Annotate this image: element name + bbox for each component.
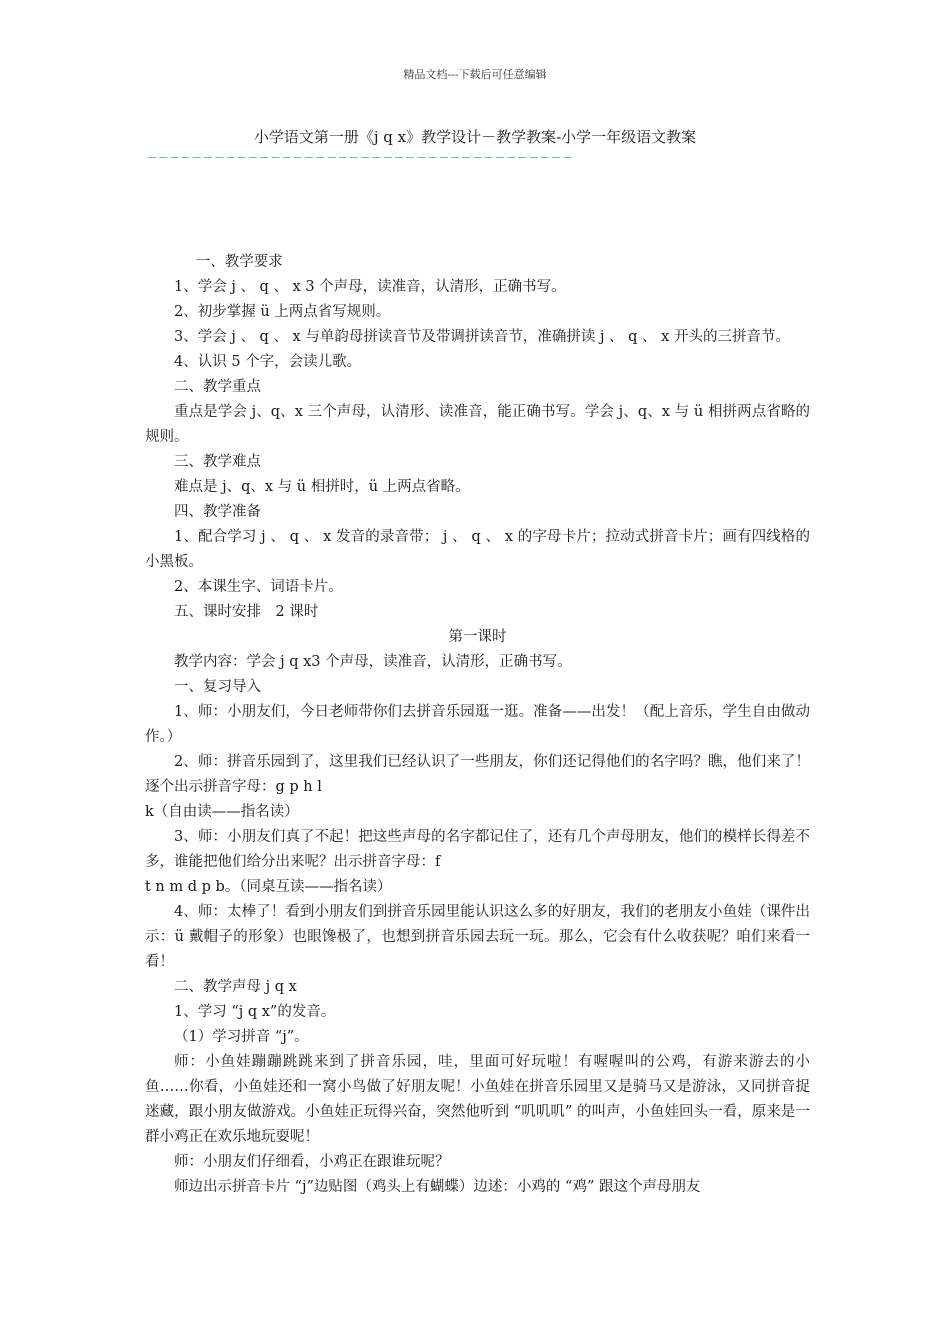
- paragraph: 五、课时安排 2 课时: [174, 604, 319, 620]
- paragraph: 3、师：小朋友们真了不起！把这些声母的名字都记住了，还有几个声母朋友，他们的模样长得差不多，谁能把他们给分出来呢？出示拼音字母：f: [145, 829, 810, 870]
- paragraph: t n m d p b。（同桌互读——指名读）: [145, 879, 392, 895]
- paragraph: 3、学会 j 、 q 、 x 与单韵母拼读音节及带调拼读音节，准确拼读 j 、 q 、 x 开头的三拼音节。: [174, 329, 790, 345]
- paragraph: 2、本课生字、词语卡片。: [174, 579, 343, 595]
- paragraph: k（自由读——指名读）: [145, 804, 299, 820]
- section-heading: 第一课时: [448, 629, 507, 645]
- title-divider: ——————————————————————————————————————: [148, 150, 575, 165]
- document-title: 小学语文第一册《j q x》教学设计－教学教案-小学一年级语文教案: [253, 128, 697, 146]
- paragraph: 教学内容：学会 j q x3 个声母，读准音，认清形，正确书写。: [174, 654, 572, 670]
- header-note: 精品文档---下载后可任意编辑: [403, 68, 547, 81]
- paragraph: 4、认识 5 个字，会读儿歌。: [174, 354, 362, 370]
- paragraph: 一、教学要求: [195, 254, 283, 270]
- document-body: [145, 250, 810, 1200]
- paragraph: 一、复习导入: [174, 679, 261, 695]
- paragraph: 师边出示拼音卡片 “j”边贴图（鸡头上有蝴蝶）边述：小鸡的 “鸡” 跟这个声母朋友: [174, 1179, 701, 1195]
- paragraph: 1、学习 “j q x”的发音。: [174, 1004, 336, 1020]
- paragraph: 2、师：拼音乐园到了，这里我们已经认识了一些朋友，你们还记得他们的名字吗？瞧，他们来了！逐个出示拼音字母：g p h l: [145, 754, 810, 795]
- paragraph: 1、师：小朋友们，今日老师带你们去拼音乐园逛一逛。准备——出发！（配上音乐，学生自由做动作。）: [145, 704, 810, 745]
- paragraph: 难点是 j、q、x 与 ü 相拼时，ü 上两点省略。: [174, 479, 470, 495]
- paragraph: 二、教学重点: [174, 379, 261, 395]
- paragraph: 4、师：太棒了！看到小朋友们到拼音乐园里能认识这么多的好朋友，我们的老朋友小鱼娃（课件出示：ü 戴帽子的形象）也眼馋极了，也想到拼音乐园去玩一玩。那么，它会有什么收获呢？咱们来看一看！: [145, 904, 810, 970]
- paragraph: 1、配合学习 j 、 q 、 x 发音的录音带； j 、 q 、 x 的字母卡片；拉动式拼音卡片；画有四线格的小黑板。: [145, 529, 810, 570]
- paragraph: 2、初步掌握 ü 上两点省写规则。: [174, 304, 391, 320]
- paragraph: 三、教学难点: [174, 454, 261, 470]
- paragraph: 师：小鱼娃蹦蹦跳跳来到了拼音乐园，哇，里面可好玩啦！有喔喔叫的公鸡，有游来游去的小鱼……你看，小鱼娃还和一窝小鸟做了好朋友呢！小鱼娃在拼音乐园里又是骑马又是游泳，又同拼音捉迷藏，跟小朋友做游戏。小鱼娃正玩得兴奋，突然他听到 “叽叽叽” 的叫声，小鱼娃回头一看，原来是一群小鸡正在欢乐地玩耍呢！: [145, 1054, 810, 1145]
- paragraph: 重点是学会 j、q、x 三个声母，认清形、读准音，能正确书写。学会 j、q、x 与 ü 相拼两点省略的规则。: [145, 404, 810, 445]
- paragraph: 二、教学声母 j q x: [174, 979, 297, 995]
- paragraph: （1）学习拼音 “j”。: [174, 1029, 309, 1045]
- paragraph: 1、学会 j 、 q 、 x 3 个声母，读准音，认清形，正确书写。: [174, 279, 566, 295]
- paragraph: 四、教学准备: [174, 504, 261, 520]
- paragraph: 师：小朋友们仔细看，小鸡正在跟谁玩呢？: [174, 1154, 450, 1170]
